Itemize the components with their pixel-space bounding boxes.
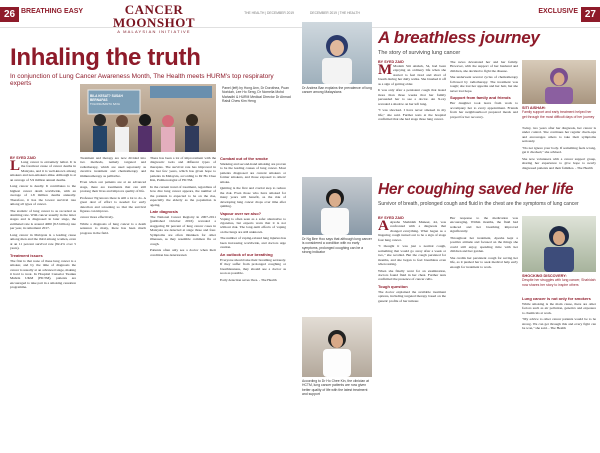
byline: BY SYED ZAID [10, 156, 36, 160]
drop-cap-a: A [378, 218, 389, 234]
group-photo [80, 84, 216, 152]
story1b-para-2: Today, two years after her diagnosis, her cancer is under control. She continues her regular check-ups and encourages others to take their symptoms seriously. [522, 126, 596, 144]
pullout-siti-text: Family support and early treatment helped her get through the most difficult days of her journey [522, 110, 595, 119]
subhead-question: Tough question [378, 283, 408, 289]
ho-caption: According to Dr Ho Chee Kin, the clinician at HCTM, lung cancer patients are now given better quality of life with the latest treatment and support [302, 379, 369, 396]
story2-column-2 [450, 216, 518, 448]
story2b-para-2: Her response to the medication was encouraging. Within months, the fluid had reduced and her breathing improved significantly. [450, 216, 518, 234]
subhead-combat: Combat out of the smoke [220, 156, 269, 161]
col2-para-2: Treatment and therapy are now divided into two methods, namely targeted and radiotherapy, which are used separately as curative treatment and chemotherapy and immunotherapy as palliative. [80, 156, 146, 178]
pullout-shahidah-text: Despite her struggles with lung cancer, Shahidah now shares her story to inspire others [522, 278, 596, 287]
doctor-photo-ho [302, 317, 372, 377]
logo-tagline: A MALAYSIAN INITIATIVE [117, 29, 191, 34]
story1-para-1: Madam Siti Aishah, 54, had been enjoying an ordinary life when she started to feel tired and short of breath during her daily walks. She brushed it off as a sign of getting older. [378, 64, 446, 86]
left-page-header [0, 0, 300, 34]
doctor-andrea-figure [302, 22, 372, 84]
byline-story2: BY SYED ZAID [378, 216, 404, 220]
col3-para-3: There has been a lot of improvement with the diagnostic tools and different types of therapies. The survival rate has improved in the last few years, which has given hope to patients in Malaysia, according to Dr Ho Chee Kin, Pulmonologist of HCTM. [150, 156, 216, 183]
subhead-vapour: Vapour over we also? [220, 210, 262, 216]
story2-para-3: When she finally went for an examination, doctors found fluid in her chest. Further tests confirmed the presence of cancer cells. [378, 268, 446, 282]
col3-para-2: While a diagnosis of lung cancer is a death sentence to many, there has been much progress in the field. [80, 221, 146, 235]
subhead-outlook: An outlook of our breathing [220, 251, 273, 257]
doctor-photo-andrea [302, 22, 372, 84]
article-column-1 [10, 156, 76, 448]
survivor-photo-shahidah [522, 216, 596, 272]
subhead-support: Support from family and friends [450, 95, 511, 101]
col2-para-4: Professor Ng knows there is still a lot to do. A great deal of effort is needed for early detection and screening so that the survival figures can improve. [80, 195, 146, 213]
pullout-siti [522, 106, 596, 119]
story2c-para-2: She credits her persistent cough for saving her life, as it pushed her to seek medical help early enough for treatment to work. [450, 255, 518, 269]
deck-coughing-saved: Survivor of breath, prolonged cough and fluid in the chest are the symptoms of lung cancer [378, 201, 579, 207]
story2-column-3 [522, 296, 596, 448]
page-number: 26 [0, 7, 19, 22]
right-page [300, 0, 600, 453]
story1c-para-1: "Do not ignore your body. If something feels wrong, get it checked," she advised. [522, 145, 596, 155]
headline-breathless-journey: A breathless journey [378, 28, 540, 47]
survivor-photo-siti [522, 60, 596, 104]
col4b-para-1: Vaping is often seen as a safer alternative to cigarettes, but experts warn that it is not without risk. The long-term effects of vaping on the lungs are still unknown. [220, 216, 286, 234]
survivor-shahidah-figure [522, 216, 596, 272]
doctor-ng-figure [302, 177, 372, 235]
andrea-caption: Dr Andrea Ban explains the prevalence of lung cancer among Malaysians [302, 86, 372, 95]
banner-text: BILA KESAT? SUSAH BERNAFAS [90, 94, 123, 102]
byline-story1: BY SYED ZAID [378, 60, 404, 64]
page-number: 27 [581, 7, 600, 22]
article-title: Inhaling the truth [10, 44, 201, 71]
article-column-2 [80, 156, 146, 448]
ng-caption: Dr Ng Bee Hoo says that although lung cancer is considered a condition with no early symptoms, prolonged coughing can be a strong indicator [302, 237, 372, 254]
col1-para-2: Lung cancer is deadly. It contributes to the highest cancer death worldwide, with an average of 1.8 million deaths annually. Therefore, it has the lowest survival rate among all types of cancer. [10, 184, 76, 207]
story1-column-1 [378, 60, 446, 174]
story1-para-5: She underwent several cycles of chemotherapy followed by radiotherapy. The treatment was tough; she lost her appetite and her hair, but she never lost hope. [450, 75, 518, 93]
article-deck: In conjunction of Lung Cancer Awareness Month, The Health meets HURM's top respiratory experts [10, 73, 274, 87]
story1-para-2: It was only after a persistent cough that lasted more than three weeks that her family persuaded her to see a doctor. An X-ray revealed a shadow on her left lung. [378, 88, 446, 106]
article-column-3 [150, 156, 216, 448]
story2d-para-2: "My advice to other cancer patients would be to be strong. We can get through this and every fight can be won," she said. - The Health [522, 317, 596, 331]
col3b-para-1: The National Cancer Registry in 2007-2011 (published October 2016) revealed a staggering 92 percent of lung cancer cases in Malaysia are detected at stage three and four. Symptoms are often mistaken for other illnesses, as they resemble common flu or cough. [150, 214, 216, 246]
logo-name: CANCER MOONSHOT [112, 2, 195, 30]
col1-para-3: The statistic of lung cancer is as recorded as alarming rate. With cancer usually in the latter stages and is diagnosed in later stage, the estimated rate is around 4000 (8.3 billion) rate per year, in retirement 2017. [10, 208, 76, 231]
header-date: DECEMBER 2019 | THE HEALTH [310, 11, 360, 15]
col4c-para-2: Early detection saves lives. - The Health [220, 277, 277, 282]
col4b-para-2: The number of vaping-related lung injuries has been increasing worldwide, and doctors urge caution. [220, 236, 286, 250]
drop-cap: L [10, 158, 21, 174]
subhead-treatment: Treatment issues [10, 252, 43, 258]
deck-breathless-journey: The story of surviving lung cancer [378, 50, 461, 56]
subhead-late-diagnosis: Late diagnosis [150, 208, 179, 214]
pullout-shahidah-name: SHOCKING DISCOVERY: [522, 274, 567, 278]
col3-para-1: cancer more effectively. [80, 215, 114, 220]
section-label: BREATHING EASY [21, 8, 84, 15]
story1-column-2 [450, 60, 518, 174]
story1-para-3: "I was shocked. I have never smoked in my life," she said. Further tests at the hospital confirmed that she had stage three lung cancer. [378, 108, 446, 121]
story1-para-4: The news devastated her and her family. However, with the support of her husband and children, she decided to fight the disease. [450, 60, 518, 73]
story2d-para-1: While smoking is the main cause, there are other factors such as air pollution, genetics and exposure to chemicals at work. [522, 302, 596, 315]
story2b-para-1: The doctor explained the available treatment options, including targeted therapy based on the genetic profile of her tumour. [378, 289, 446, 303]
pullout-siti-name: SITI AISHAH: [522, 106, 546, 110]
pullout-shahidah [522, 274, 596, 287]
group-photo-caption: Panel (left) by Hong Ann, Dr Dorothea, Puan Noridah, Lee Ho Seng, Dr Nomelia Mohd Mahadhi & HURM Medical Director Dr Ahmad Raisli Chew Kim Heng [222, 86, 291, 103]
col2-para-3: Even when our patients are at an advanced stage, there are treatments that can still prolong their lives and improve quality of life. [80, 180, 146, 194]
col3b-para-2: Patients often only see a doctor when their condition has deteriorated. [150, 248, 216, 257]
doctor-photo-ng [302, 177, 372, 235]
headline-coughing-saved: Her coughing saved her life [378, 181, 574, 198]
col2-para-1: The first is that none of these lung cancer is a smoker, and by the time of diagnosis the cancer is usually at an advanced stage, making it hard to treat. In Hospital Canselor Tuanku Muhriz UKM (HCTM), patients are encouraged to take part in a smoking cessation programme. [10, 258, 76, 290]
story2-column-1 [378, 216, 446, 448]
drop-cap-m: M [378, 62, 393, 78]
banner-subtext: TOLONG BANTU SAYA [90, 102, 120, 106]
article-column-4 [220, 156, 286, 448]
col3-para-4: In the current trend of treatment, regardless of how dire lung cancer appears, the number of the patients is expected to be on the rise, especially the elderly as the population is ageing. [150, 184, 216, 207]
section-label: EXCLUSIVE [538, 8, 578, 15]
story2c-para-1: Throughout her treatment, Ayesha kept a positive attitude and focused on the things she could still enjoy, spending time with her children and her garden. [450, 235, 518, 254]
story1c-para-2: She now volunteers with a cancer support group, sharing her experience to give hope to newly diagnosed patients and their families. - The Health [522, 156, 596, 170]
cancer-moonshot-logo [95, 2, 213, 34]
story2-para-1: Ayesha Shahidah Muneer, 44, was confronted with a diagnosis that changed everything. What began as a lingering cough turned out to be a sign of stage four lung cancer. [378, 220, 446, 242]
col1-para-4: Lung cancer in Malaysia is a leading cause among men and the third among women, even at an 11 percent survival rate (82.4% over 5 years). [10, 232, 76, 251]
header-date: THE HEALTH | DECEMBER 2019 [244, 11, 294, 15]
survivor-siti-figure [522, 60, 596, 104]
col4-para-2: Quitting is the first and crucial step to reduce the risk. Even those who have smoked for many years will benefit, as the risk of developing lung cancer drops over time after quitting. [220, 186, 286, 209]
story2-para-2: "I thought it was just a normal cough, something that would go away after a week or two," she recalled. But the cough persisted for months, and she began to feel breathless even when resting. [378, 244, 446, 267]
story1b-para-1: Her daughter took leave from work to accompany her to every appointment. Friends from her neighbourhood prepared meals and prayed for her recovery. [450, 101, 518, 119]
subhead-cause: Lung cancer is not only for smokers [522, 296, 591, 301]
doctor-ho-figure [302, 317, 372, 377]
story1-column-3 [522, 126, 596, 174]
col1-para-1: Lung cancer is extremely lethal. It is the foremost cause of cancer deaths in Malaysia, and it is well-known among smokers and non-smokers alike. Although is at an average of 5.9 million annual deaths. [10, 160, 76, 182]
col4-para-1: Smoking and second-hand smoking are proven to be the leading causes of lung cancer. Most patients diagnosed are current smokers or former smokers, and those exposed to others' smoke. [220, 162, 286, 184]
col4c-para-1: Everyone should take their breathing seriously. If they suffer from prolonged coughing or breathlessness, they should see a doctor as soon as possible. [220, 257, 286, 276]
